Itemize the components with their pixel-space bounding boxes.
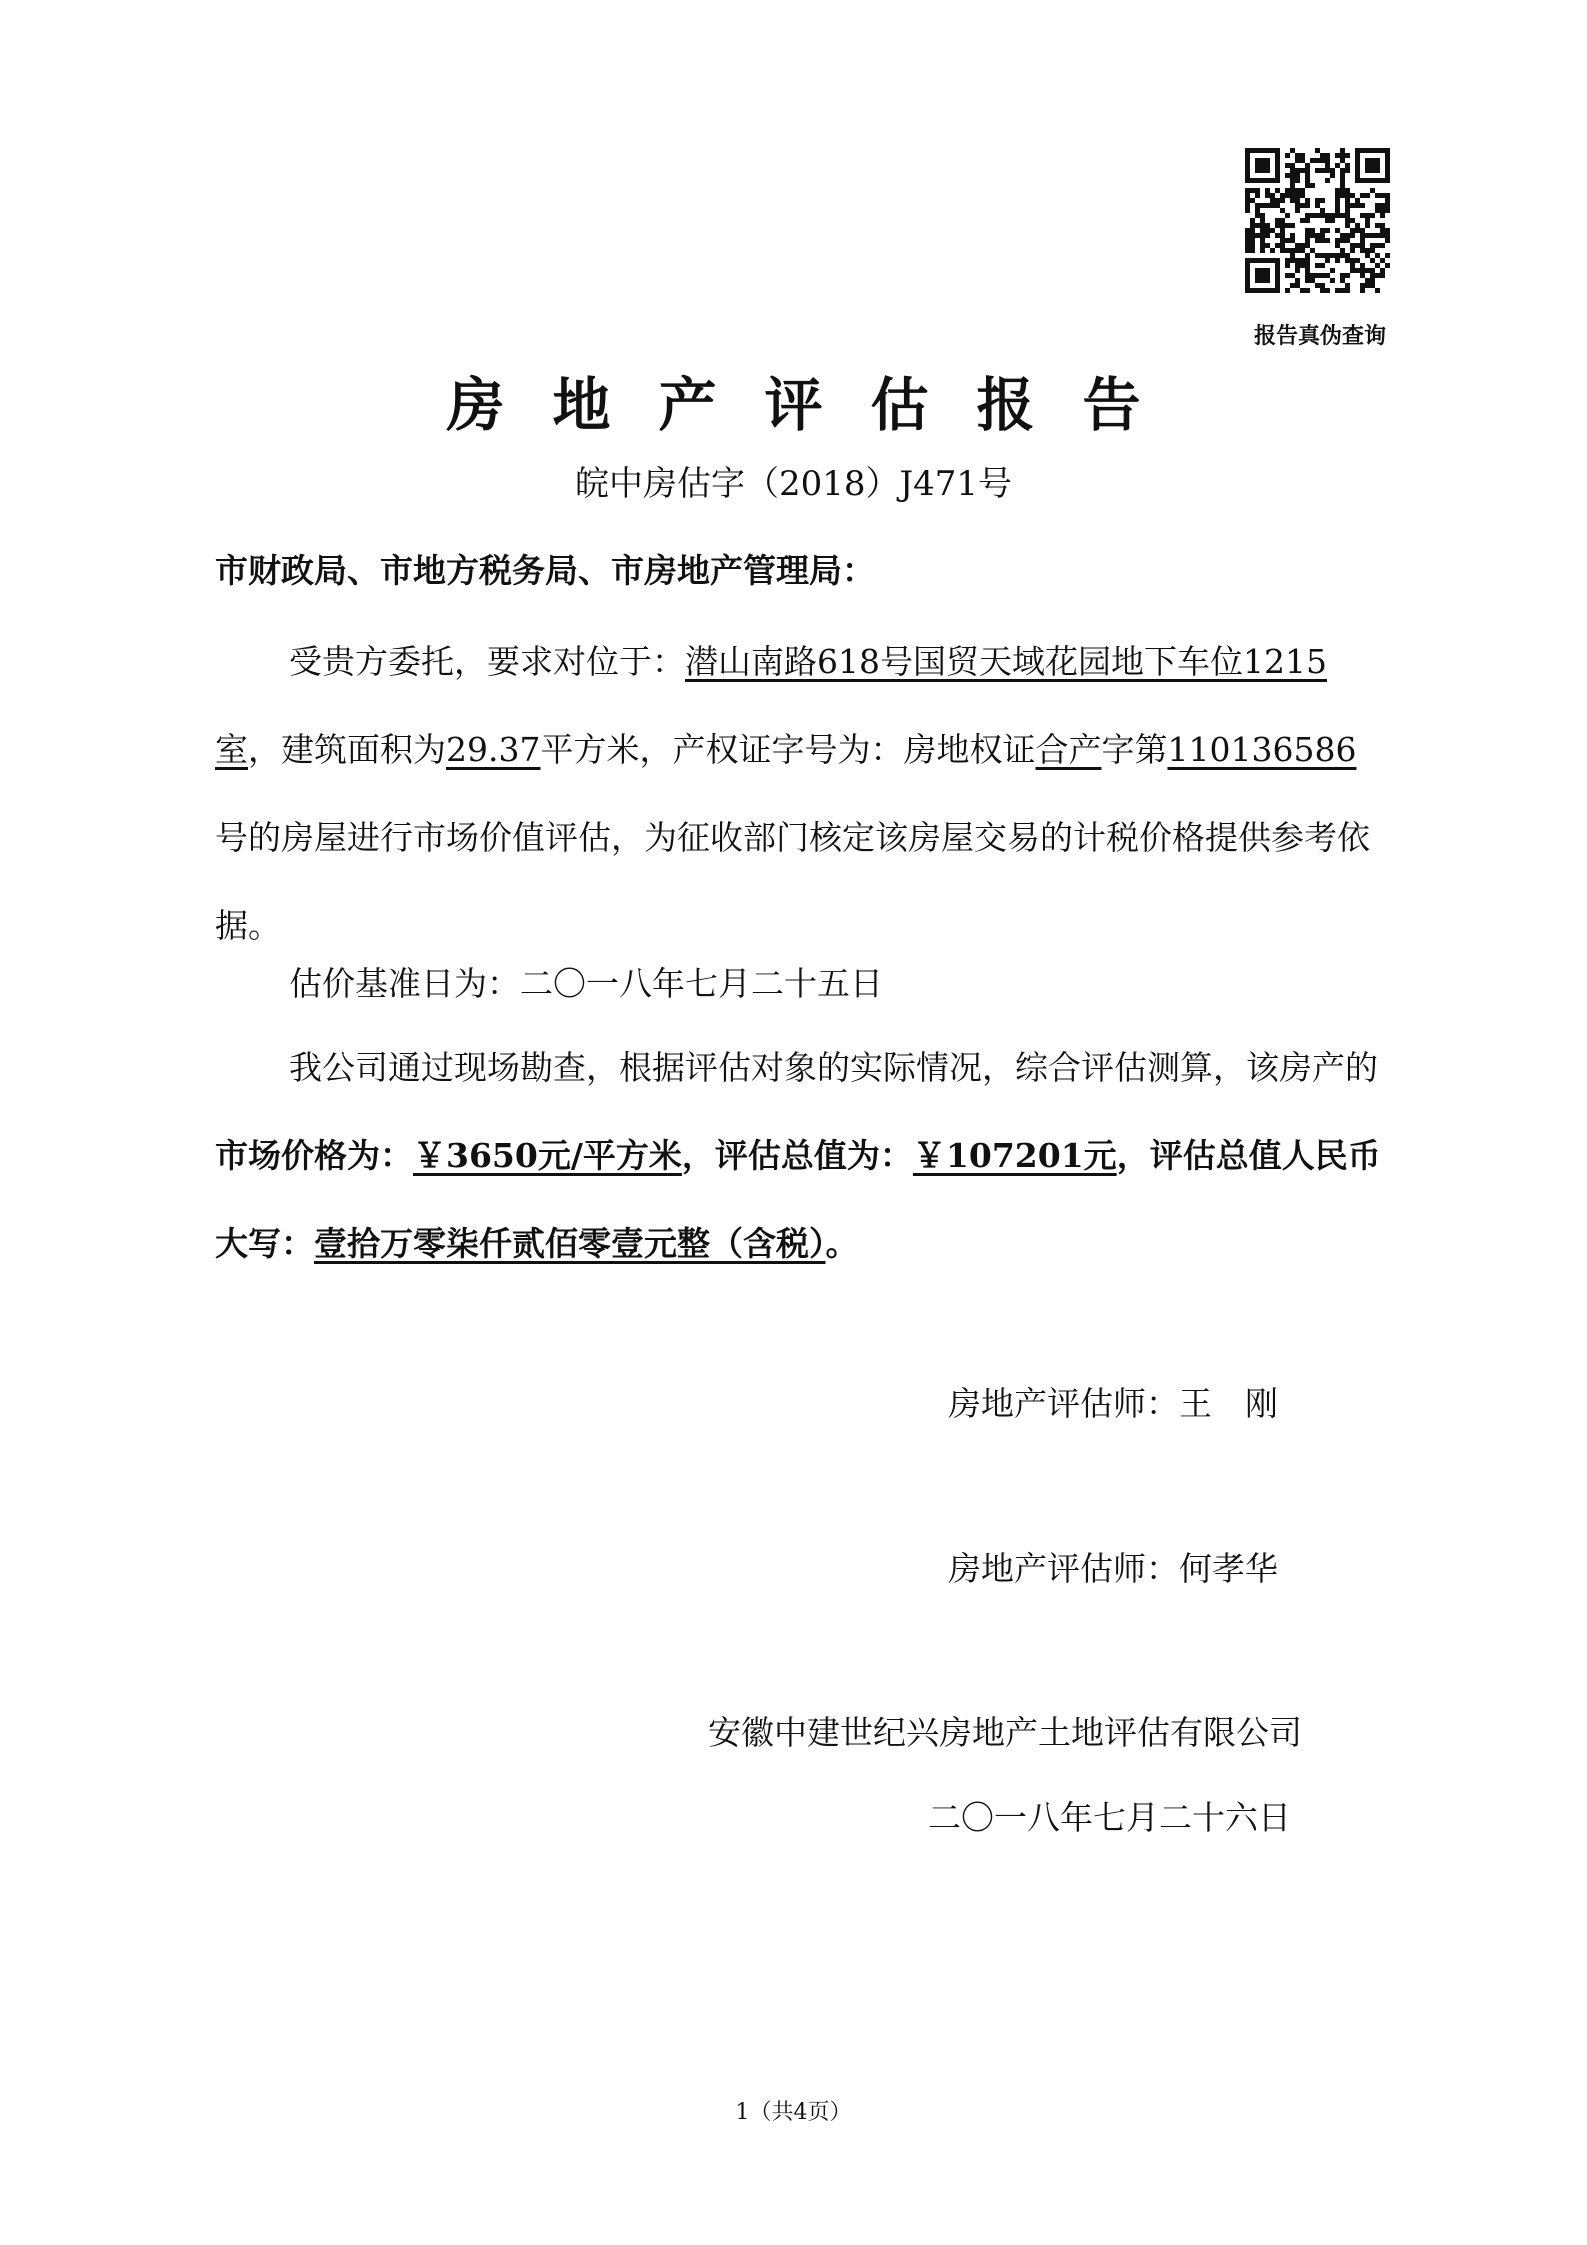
commission-paragraph	[215, 618, 1385, 970]
addressee: 市财政局、市地方税务局、市房地产管理局：	[215, 551, 875, 590]
building-area: 29.37	[446, 730, 541, 769]
area-text: ，建筑面积为	[248, 730, 446, 769]
property-address: 潜山南路618号国贸天域花园地下车位1215室	[215, 642, 1327, 769]
rmb-words-label: 评估总值人民币大写：	[215, 1136, 1381, 1263]
qr-verification-block	[1240, 148, 1400, 350]
certificate-prefix: 字第	[1101, 730, 1168, 769]
report-date: 二〇一八年七月二十六日	[928, 1798, 1291, 1837]
valuation-date-label: 估价基准日为：	[289, 964, 520, 1003]
sentence-end: 。	[825, 1224, 859, 1263]
price-separator: ，	[681, 1136, 715, 1175]
certificate-number: 110136586	[1167, 730, 1357, 769]
company-name: 安徽中建世纪兴房地产土地评估有限公司	[708, 1713, 1302, 1752]
valuation-result-paragraph	[215, 1024, 1385, 1288]
total-value-label: 评估总值为：	[714, 1136, 913, 1175]
market-price-label: 市场价格为：	[215, 1136, 413, 1175]
rmb-words: 壹拾万零柒仟贰佰零壹元整（含税）	[314, 1224, 826, 1263]
qr-caption: 报告真伪查询	[1253, 323, 1386, 349]
total-separator: ，	[1116, 1136, 1150, 1175]
certificate-type: 合产	[1035, 730, 1102, 769]
appraiser-signature-1: 房地产评估师：王 刚	[948, 1384, 1278, 1423]
qr-code-icon[interactable]	[1245, 148, 1390, 293]
certificate-text: 平方米，产权证字号为：房地权证	[540, 730, 1036, 769]
report-number: 皖中房估字（2018）J471号	[574, 464, 1013, 504]
commission-text: 受贵方委托，要求对位于：	[289, 642, 685, 681]
purpose-text: 号的房屋进行市场价值评估，为征收部门核定该房屋交易的计税价格提供参考依据。	[215, 818, 1370, 945]
appraiser-signature-2: 房地产评估师：何孝华	[948, 1549, 1278, 1588]
valuation-date: 二〇一八年七月二十五日	[520, 964, 883, 1003]
total-value: ￥107201元	[912, 1136, 1117, 1175]
valuation-date-paragraph	[215, 940, 1385, 1028]
survey-text: 我公司通过现场勘查，根据评估对象的实际情况，综合评估测算，该房产的	[289, 1048, 1378, 1087]
report-title: 房地产评估报告	[446, 371, 1189, 439]
page-number: 1（共4页）	[735, 2100, 852, 2125]
unit-price: ￥3650元/平方米	[413, 1136, 682, 1175]
